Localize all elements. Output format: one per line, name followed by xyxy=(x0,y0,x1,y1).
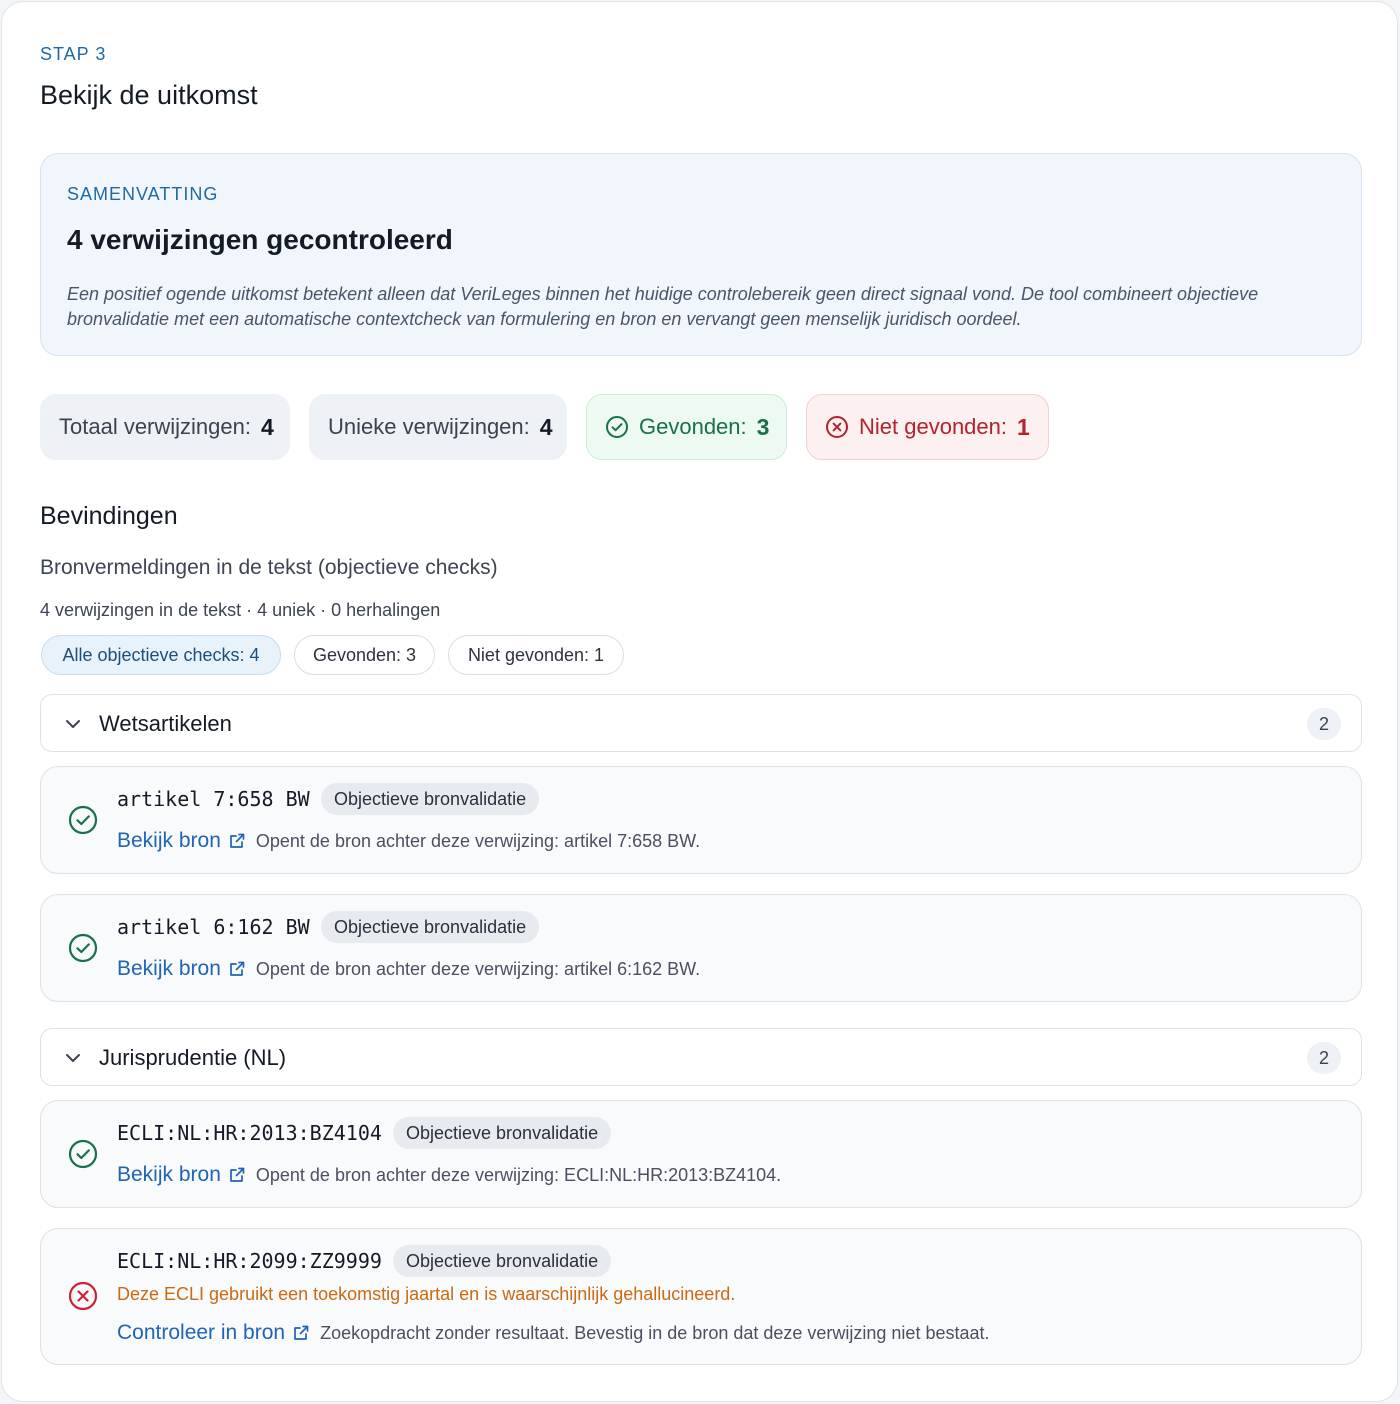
reference-description: Opent de bron achter deze verwijzing: artikel 6:162 BW. xyxy=(255,958,701,979)
x-circle-icon xyxy=(825,415,849,439)
chevron-down-icon xyxy=(63,1049,83,1067)
stat-found-label: Gevonden: xyxy=(639,414,747,439)
stat-found xyxy=(586,394,787,460)
validation-tag: Objectieve bronvalidatie xyxy=(393,1117,611,1149)
findings-title: Bevindingen xyxy=(40,502,178,530)
reference-description: Zoekopdracht zonder resultaat. Bevestig in de bron dat deze verwijzing niet bestaat. xyxy=(320,1322,990,1343)
reference-description: Opent de bron achter deze verwijzing: ECLI:NL:HR:2013:BZ4104. xyxy=(255,1164,782,1185)
summary-title: 4 verwijzingen gecontroleerd xyxy=(67,224,453,255)
stat-not-found-value: 1 xyxy=(1017,413,1030,440)
filter-all-checks[interactable]: Alle objectieve checks: 4 xyxy=(41,635,281,675)
reference-description: Opent de bron achter deze verwijzing: artikel 7:658 BW. xyxy=(255,830,701,851)
step-label: STAP 3 xyxy=(40,44,107,64)
validation-tag: Objectieve bronvalidatie xyxy=(393,1245,611,1277)
external-link-icon[interactable] xyxy=(228,960,246,978)
reference-actions xyxy=(117,957,700,981)
group-title: Wetsartikelen xyxy=(99,711,232,736)
validation-tag: Objectieve bronvalidatie xyxy=(321,911,539,943)
group-title: Jurisprudentie (NL) xyxy=(99,1045,287,1070)
reference-actions xyxy=(117,1163,781,1187)
stat-unique-references xyxy=(309,394,567,460)
filter-not-found[interactable]: Niet gevonden: 1 xyxy=(448,635,624,675)
check-source-link[interactable]: Controleer in bron xyxy=(117,1321,286,1344)
findings-subtitle: Bronvermeldingen in de tekst (objectieve checks) xyxy=(40,556,498,579)
view-source-link[interactable]: Bekijk bron xyxy=(117,957,221,980)
x-circle-icon xyxy=(68,1281,98,1311)
stat-unique-label: Unieke verwijzingen: xyxy=(328,414,530,439)
reference-item xyxy=(40,1100,1362,1208)
group-header-wetsartikelen[interactable] xyxy=(40,694,1362,752)
hallucination-warning: Deze ECLI gebruikt een toekomstig jaartal en is waarschijnlijk gehallucineerd. xyxy=(117,1284,736,1304)
reference-actions xyxy=(117,829,700,853)
page-title: Bekijk de uitkomst xyxy=(40,80,258,110)
stat-found-value: 3 xyxy=(756,413,770,440)
check-circle-icon xyxy=(605,415,629,439)
summary-panel xyxy=(40,153,1362,356)
external-link-icon[interactable] xyxy=(228,1166,246,1184)
stat-unique-value: 4 xyxy=(539,413,553,440)
group-header-jurisprudentie[interactable] xyxy=(40,1028,1362,1086)
reference-actions xyxy=(117,1321,990,1345)
reference-code: artikel 7:658 BW xyxy=(117,787,310,811)
chevron-down-icon xyxy=(63,715,83,733)
summary-disclaimer: Een positief ogende uitkomst betekent alleen dat VeriLeges binnen het huidige controlebereik geen direct signaal vond. De tool combineert objectieve bronvalidatie met een automatische contextcheck van formulering en bron en vervangt geen menselijk juridisch oordeel. xyxy=(67,284,1259,329)
reference-code: artikel 6:162 BW xyxy=(117,915,310,939)
check-circle-icon xyxy=(68,1139,98,1169)
summary-label: SAMENVATTING xyxy=(67,184,219,204)
stat-total-value: 4 xyxy=(260,413,274,440)
reference-code: ECLI:NL:HR:2099:ZZ9999 xyxy=(117,1249,382,1273)
check-circle-icon xyxy=(68,933,98,963)
result-card xyxy=(1,1,1398,1402)
stat-not-found xyxy=(806,394,1049,460)
stat-total-references xyxy=(40,394,290,460)
stat-total-label: Totaal verwijzingen: xyxy=(59,414,251,439)
reference-item xyxy=(40,1228,1362,1365)
check-circle-icon xyxy=(68,805,98,835)
group-count-badge: 2 xyxy=(1307,708,1341,740)
stat-not-found-label: Niet gevonden: xyxy=(859,414,1007,439)
validation-tag: Objectieve bronvalidatie xyxy=(321,783,539,815)
findings-meta: 4 verwijzingen in de tekst · 4 uniek · 0 herhalingen xyxy=(40,600,441,620)
view-source-link[interactable]: Bekijk bron xyxy=(117,1163,221,1186)
group-count-badge: 2 xyxy=(1307,1042,1341,1074)
reference-item xyxy=(40,894,1362,1002)
external-link-icon[interactable] xyxy=(228,832,246,850)
view-source-link[interactable]: Bekijk bron xyxy=(117,829,221,852)
external-link-icon[interactable] xyxy=(292,1324,310,1342)
reference-item xyxy=(40,766,1362,874)
filter-found[interactable]: Gevonden: 3 xyxy=(294,635,435,675)
reference-code: ECLI:NL:HR:2013:BZ4104 xyxy=(117,1121,382,1145)
